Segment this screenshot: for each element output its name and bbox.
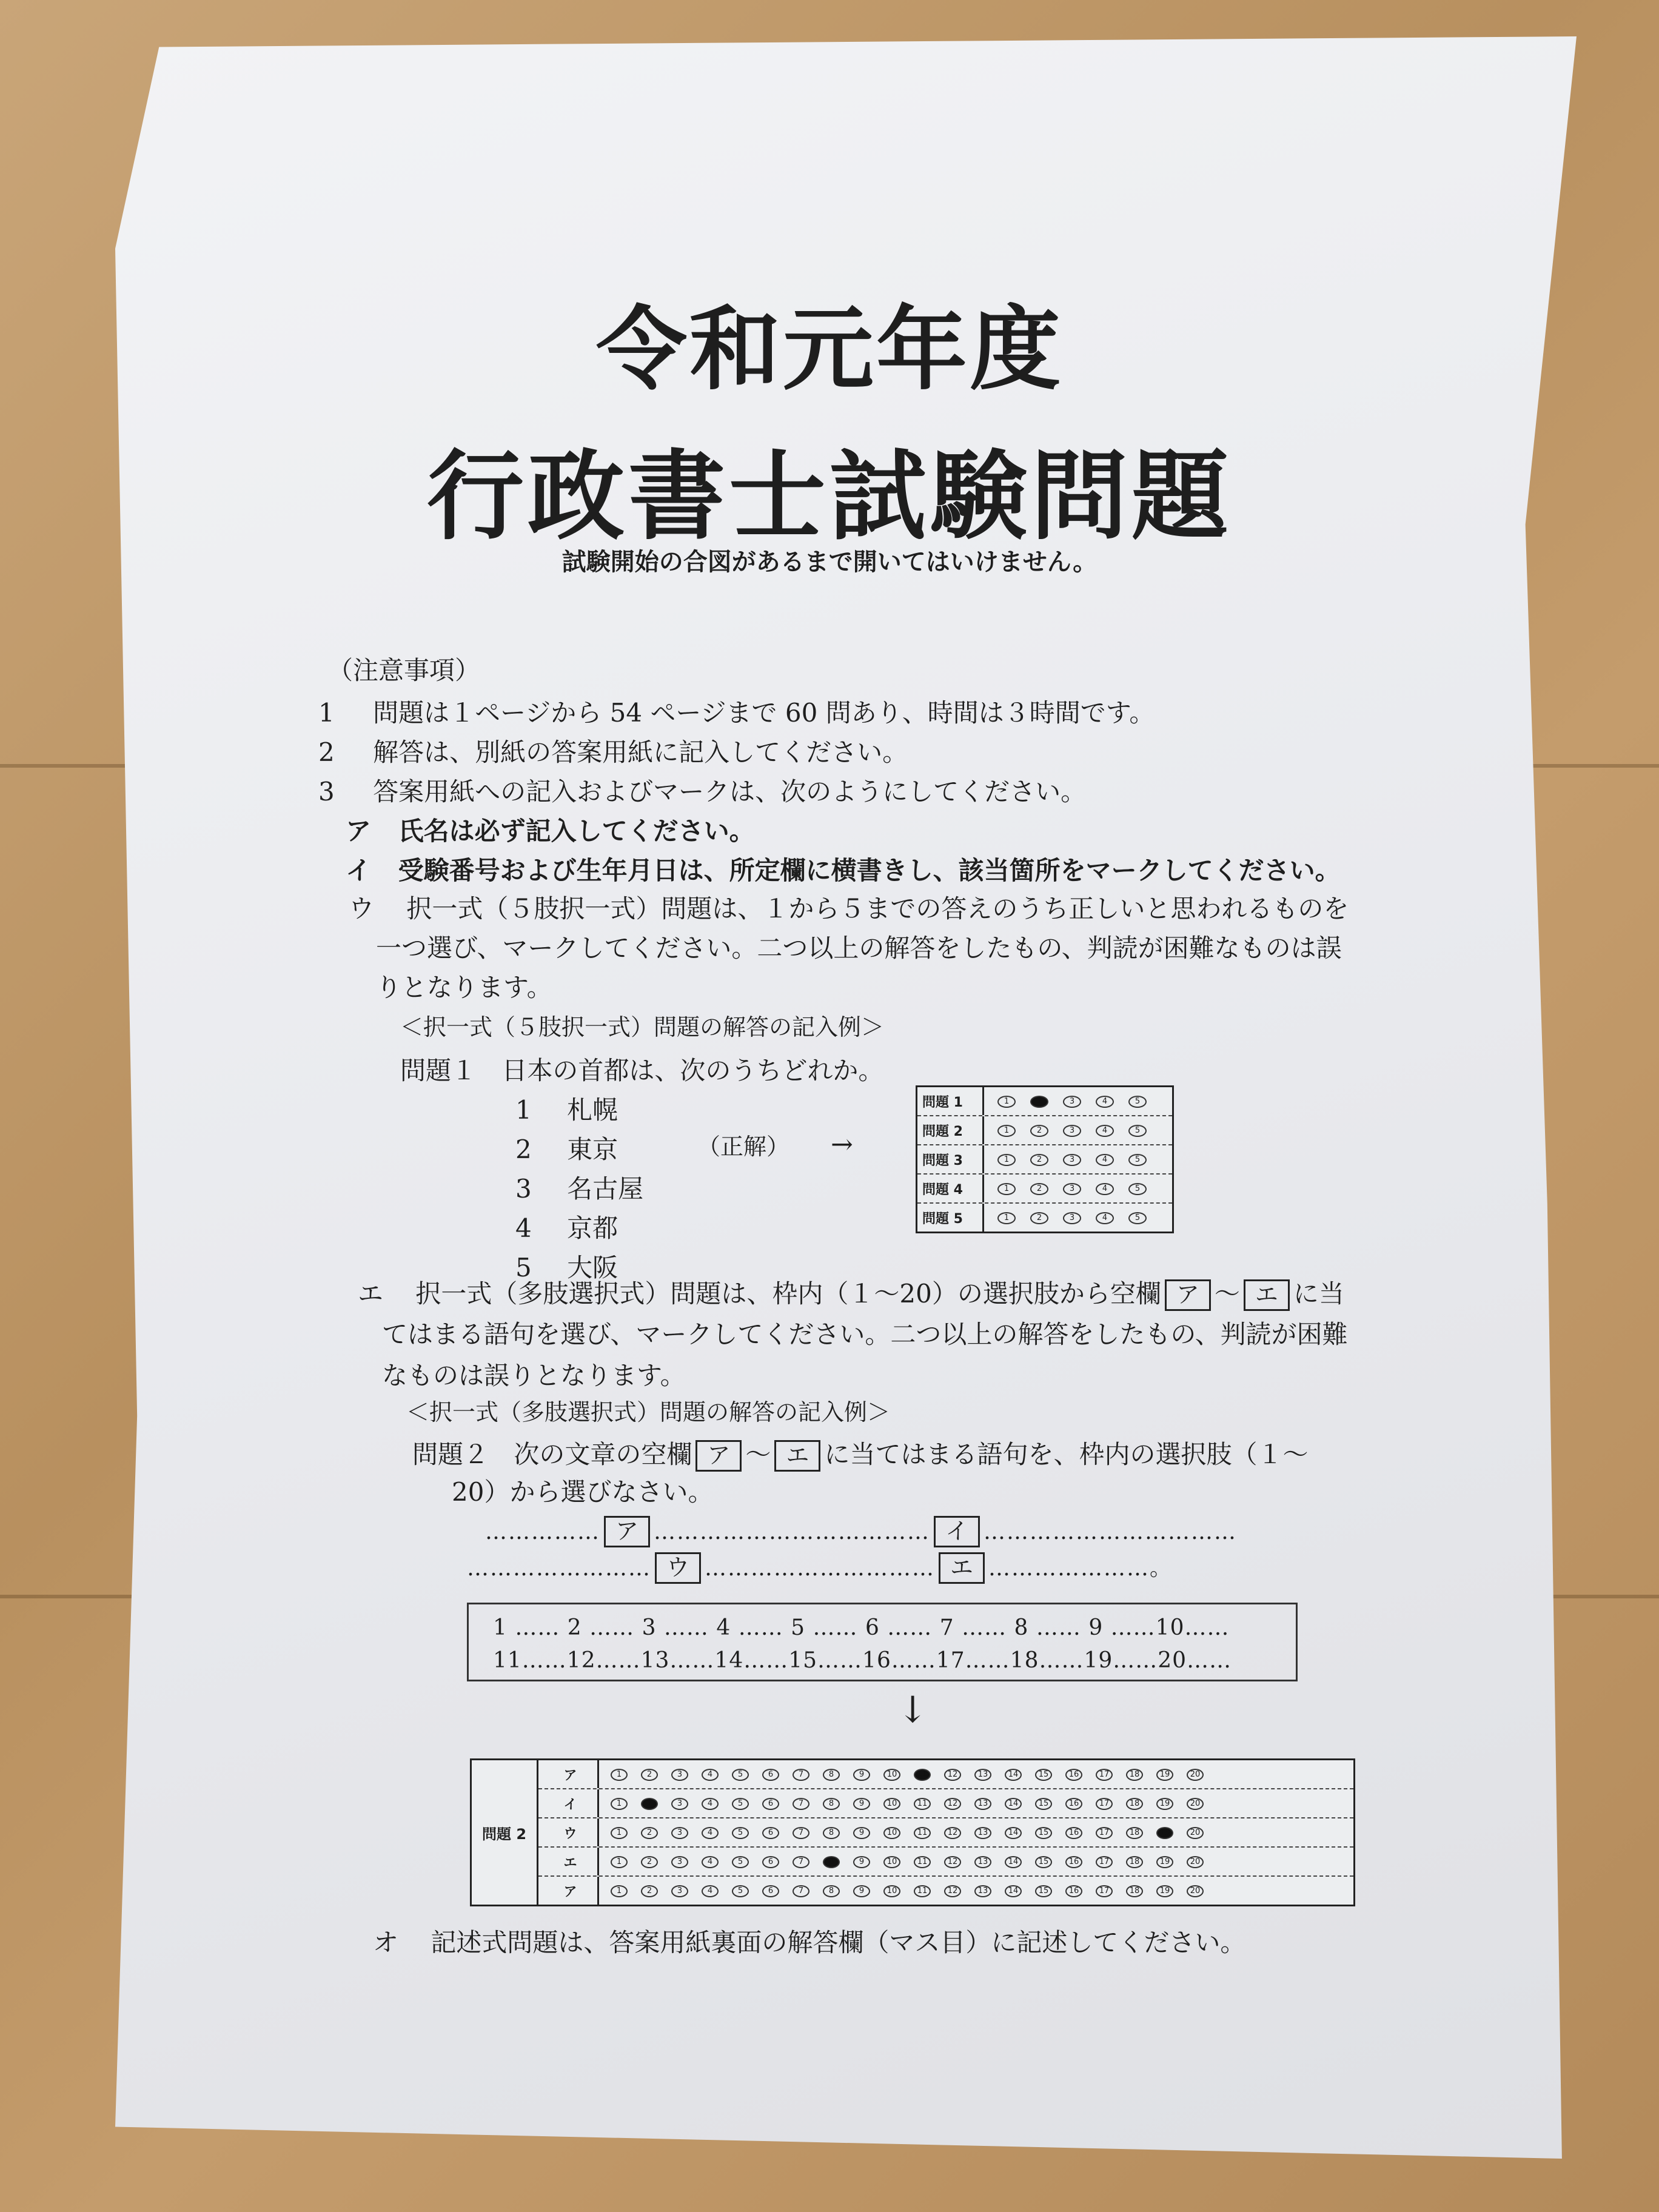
- answer-bubble: 3: [671, 1856, 688, 1868]
- answer-bubble: 4: [702, 1769, 719, 1781]
- answer-bubble: 2: [641, 1885, 658, 1897]
- answer-bubble: 6: [762, 1827, 779, 1839]
- answer-bubble: 6: [762, 1885, 779, 1897]
- choices-row-1: 1 …… 2 …… 3 …… 4 …… 5 …… 6 …… 7 …… 8 …… 9 ……10……: [493, 1615, 1230, 1640]
- mark-sheet-row-label: エ: [538, 1848, 599, 1875]
- sentence-line-2: …………………… ウ ………………………… エ …………………。: [467, 1552, 1173, 1584]
- answer-bubble: 11: [914, 1856, 931, 1868]
- answer-bubble: 18: [1126, 1769, 1143, 1781]
- answer-bubble: 5: [732, 1856, 749, 1868]
- answer-bubble: 4: [1096, 1154, 1114, 1166]
- note-item-text: 問題は１ページから 54 ページまで 60 問あり、時間は３時間です。: [373, 698, 1155, 728]
- answer-bubble: 3: [671, 1827, 688, 1839]
- answer-bubble: 14: [1005, 1769, 1022, 1781]
- answer-bubble: 20: [1187, 1827, 1204, 1839]
- note-sub-e: [358, 1279, 1344, 1311]
- mark-sheet-row: [917, 1204, 1172, 1232]
- mark-sheet-row-label: ウ: [538, 1818, 599, 1846]
- question-text: に当てはまる語句を、枠内の選択肢（１～: [824, 1439, 1309, 1469]
- option-text: 東京: [567, 1134, 618, 1164]
- answer-bubble: 14: [1005, 1856, 1022, 1868]
- answer-bubble: 15: [1035, 1885, 1052, 1897]
- blank-box: ア: [604, 1516, 650, 1547]
- answer-bubble: 4: [1096, 1125, 1114, 1137]
- note-sub-o: [373, 1930, 1245, 1956]
- question-label: 問題１: [400, 1056, 477, 1085]
- option-number: 3: [515, 1174, 532, 1204]
- answer-bubble: 15: [1035, 1827, 1052, 1839]
- answer-bubble: 20: [1187, 1769, 1204, 1781]
- answer-bubble: 1: [611, 1856, 628, 1868]
- mark-sheet-row: [917, 1116, 1172, 1145]
- mark-sheet-row-label: イ: [538, 1789, 599, 1817]
- answer-bubble: 19: [1156, 1769, 1173, 1781]
- answer-bubble: 19: [1156, 1827, 1173, 1839]
- arrow-down-icon: ↓: [897, 1689, 928, 1731]
- notes-heading: （注意事項）: [327, 655, 481, 685]
- sub-text: に当: [1293, 1279, 1344, 1309]
- note-sub-i: [346, 858, 1341, 883]
- sentence-line-1: …………… ア ……………………………… イ ……………………………: [485, 1516, 1237, 1547]
- answer-bubble: 16: [1065, 1827, 1082, 1839]
- note-sub-a: [346, 816, 755, 846]
- answer-bubble: 4: [702, 1885, 719, 1897]
- answer-bubble: 17: [1096, 1885, 1113, 1897]
- answer-bubble: 18: [1126, 1827, 1143, 1839]
- answer-bubble: 1: [611, 1769, 628, 1781]
- answer-bubble: 6: [762, 1798, 779, 1810]
- note-sub-u-line3: りとなります。: [376, 973, 552, 1002]
- option-number: 2: [515, 1134, 532, 1164]
- answer-bubble: 17: [1096, 1827, 1113, 1839]
- answer-bubble: 5: [1128, 1212, 1147, 1224]
- answer-bubble: 3: [1063, 1183, 1081, 1195]
- option-text: 名古屋: [567, 1174, 644, 1204]
- answer-bubble: 16: [1065, 1769, 1082, 1781]
- example1-option: [515, 1176, 643, 1202]
- mark-sheet-row-label: 問題 3: [917, 1145, 984, 1173]
- mark-sheet-row: [917, 1175, 1172, 1204]
- answer-bubble: 8: [823, 1856, 840, 1868]
- note-sub-u: [349, 896, 1349, 922]
- sub-mark: エ: [358, 1279, 384, 1309]
- blank-box: エ: [1244, 1279, 1290, 1311]
- note-item-1: [318, 700, 1155, 726]
- answer-bubble: 17: [1096, 1798, 1113, 1810]
- note-sub-e-line2: てはまる語句を選び、マークしてください。二つ以上の解答をしたもの、判読が困難: [382, 1319, 1348, 1349]
- sheet-question-label: 問題 2: [472, 1760, 538, 1905]
- blank-box: エ: [774, 1440, 820, 1472]
- answer-bubble: 4: [1096, 1183, 1114, 1195]
- answer-bubble: 3: [1063, 1125, 1081, 1137]
- mark-sheet-row-label: ア: [538, 1877, 599, 1905]
- answer-bubble: 6: [762, 1856, 779, 1868]
- note-item-text: 答案用紙への記入およびマークは、次のようにしてください。: [373, 777, 1087, 806]
- mark-sheet-row: [538, 1848, 1353, 1877]
- example2-question: [412, 1440, 1308, 1472]
- exam-title: 行政書士試験問題: [426, 440, 1232, 553]
- answer-bubble: 3: [1063, 1212, 1081, 1224]
- answer-bubble: 13: [974, 1856, 991, 1868]
- mark-sheet-row: [538, 1760, 1353, 1789]
- answer-bubble: 1: [997, 1096, 1016, 1108]
- answer-bubble: 8: [823, 1769, 840, 1781]
- answer-bubble: 5: [1128, 1183, 1147, 1195]
- option-text: 札幌: [567, 1095, 618, 1125]
- answer-bubble: 12: [944, 1798, 961, 1810]
- answer-bubble: 14: [1005, 1885, 1022, 1897]
- mark-sheet-row-label: 問題 4: [917, 1175, 984, 1202]
- mark-sheet-example-1: [916, 1085, 1174, 1233]
- sub-text: 受験番号および生年月日は、所定欄に横書きし、該当箇所をマークしてください。: [398, 856, 1341, 885]
- answer-bubble: 5: [1128, 1154, 1147, 1166]
- answer-bubble: 4: [702, 1856, 719, 1868]
- answer-bubble: 3: [1063, 1154, 1081, 1166]
- answer-bubble: 13: [974, 1885, 991, 1897]
- answer-bubble: 9: [853, 1769, 870, 1781]
- answer-bubble: 5: [1128, 1125, 1147, 1137]
- answer-bubble: 6: [762, 1769, 779, 1781]
- answer-bubble: 2: [641, 1769, 658, 1781]
- answer-bubble: 1: [997, 1212, 1016, 1224]
- question-label: 問題２: [412, 1439, 489, 1469]
- answer-bubble: 9: [853, 1885, 870, 1897]
- option-text: 京都: [567, 1213, 618, 1243]
- note-item-number: 2: [318, 737, 335, 767]
- answer-bubble: 17: [1096, 1769, 1113, 1781]
- example1-option: [515, 1213, 618, 1243]
- answer-bubble: 16: [1065, 1856, 1082, 1868]
- answer-bubble: 2: [641, 1827, 658, 1839]
- answer-bubble: 11: [914, 1798, 931, 1810]
- answer-bubble: 15: [1035, 1856, 1052, 1868]
- answer-bubble: 18: [1126, 1885, 1143, 1897]
- arrow-right-icon: →: [831, 1129, 853, 1160]
- start-notice: 試験開始の合図があるまで開いてはいけません。: [561, 548, 1098, 576]
- answer-bubble: 8: [823, 1827, 840, 1839]
- answer-bubble: 19: [1156, 1798, 1173, 1810]
- example1-option: [515, 1255, 618, 1281]
- answer-bubble: 5: [732, 1827, 749, 1839]
- example1-option: [515, 1134, 618, 1164]
- mark-sheet-example-2: [470, 1758, 1355, 1906]
- answer-bubble: 10: [883, 1769, 900, 1781]
- answer-bubble: 10: [883, 1885, 900, 1897]
- answer-bubble: 12: [944, 1856, 961, 1868]
- example2-caption: ＜択一式（多肢選択式）問題の解答の記入例＞: [406, 1399, 891, 1426]
- note-sub-e-line3: なものは誤りとなります。: [382, 1361, 686, 1390]
- answer-bubble: 1: [997, 1154, 1016, 1166]
- answer-bubble: 12: [944, 1885, 961, 1897]
- blank-box: ウ: [655, 1552, 701, 1584]
- answer-bubble: 2: [641, 1856, 658, 1868]
- note-item-text: 解答は、別紙の答案用紙に記入してください。: [373, 737, 908, 767]
- answer-bubble: 14: [1005, 1798, 1022, 1810]
- example2-question-line2: 20）から選びなさい。: [452, 1477, 714, 1507]
- answer-bubble: 20: [1187, 1856, 1204, 1868]
- answer-bubble: 13: [974, 1827, 991, 1839]
- sub-mark: ウ: [349, 894, 375, 923]
- answer-bubble: 7: [793, 1856, 809, 1868]
- answer-bubble: 12: [944, 1827, 961, 1839]
- tilde: ～: [745, 1439, 771, 1469]
- sub-text: 択一式（多肢選択式）問題は、枠内（１～20）の選択肢から空欄: [415, 1279, 1161, 1309]
- exam-year: 令和元年度: [595, 297, 1063, 403]
- blank-box: エ: [939, 1552, 985, 1584]
- sub-text: 記述式問題は、答案用紙裏面の解答欄（マス目）に記述してください。: [431, 1928, 1246, 1957]
- answer-bubble: 13: [974, 1798, 991, 1810]
- mark-sheet-row-label: ア: [538, 1760, 599, 1788]
- answer-bubble: 3: [671, 1798, 688, 1810]
- choices-row-2: 11……12……13……14……15……16……17……18……19……20……: [493, 1648, 1232, 1673]
- answer-bubble: 4: [1096, 1096, 1114, 1108]
- answer-bubble: 4: [1096, 1212, 1114, 1224]
- answer-bubble: 2: [1030, 1096, 1048, 1108]
- mark-sheet-row: [917, 1145, 1172, 1175]
- choices-box: [467, 1603, 1298, 1681]
- answer-bubble: 5: [732, 1769, 749, 1781]
- answer-bubble: 5: [1128, 1096, 1147, 1108]
- answer-bubble: 20: [1187, 1885, 1204, 1897]
- mark-sheet-row: [538, 1877, 1353, 1905]
- answer-bubble: 2: [1030, 1154, 1048, 1166]
- answer-bubble: 15: [1035, 1769, 1052, 1781]
- answer-bubble: 14: [1005, 1827, 1022, 1839]
- mark-sheet-row-label: 問題 2: [917, 1116, 984, 1144]
- answer-bubble: 19: [1156, 1885, 1173, 1897]
- blank-box: イ: [934, 1516, 980, 1547]
- answer-bubble: 9: [853, 1827, 870, 1839]
- answer-bubble: 7: [793, 1827, 809, 1839]
- answer-bubble: 2: [1030, 1212, 1048, 1224]
- answer-bubble: 20: [1187, 1798, 1204, 1810]
- answer-bubble: 1: [611, 1798, 628, 1810]
- example1-caption: ＜択一式（５肢択一式）問題の解答の記入例＞: [400, 1014, 885, 1041]
- answer-bubble: 16: [1065, 1885, 1082, 1897]
- answer-bubble: 1: [997, 1183, 1016, 1195]
- answer-bubble: 10: [883, 1827, 900, 1839]
- mark-sheet-row: [538, 1818, 1353, 1848]
- answer-bubble: 9: [853, 1798, 870, 1810]
- note-item-2: [318, 737, 908, 767]
- answer-bubble: 2: [1030, 1125, 1048, 1137]
- example1-question: [400, 1058, 883, 1084]
- mark-sheet-row: [917, 1087, 1172, 1116]
- answer-bubble: 11: [914, 1885, 931, 1897]
- answer-bubble: 18: [1126, 1798, 1143, 1810]
- answer-bubble: 2: [1030, 1183, 1048, 1195]
- answer-bubble: 10: [883, 1856, 900, 1868]
- sub-mark: ア: [346, 816, 372, 846]
- sub-text: 択一式（５肢択一式）問題は、１から５までの答えのうち正しいと思われるものを: [406, 894, 1349, 923]
- answer-bubble: 16: [1065, 1798, 1082, 1810]
- answer-bubble: 3: [671, 1885, 688, 1897]
- answer-bubble: 1: [611, 1827, 628, 1839]
- note-item-3: [318, 779, 1086, 805]
- answer-bubble: 4: [702, 1798, 719, 1810]
- sub-mark: イ: [346, 856, 372, 885]
- answer-bubble: 7: [793, 1798, 809, 1810]
- answer-bubble: 10: [883, 1798, 900, 1810]
- answer-bubble: 3: [1063, 1096, 1081, 1108]
- answer-bubble: 8: [823, 1798, 840, 1810]
- answer-bubble: 17: [1096, 1856, 1113, 1868]
- answer-bubble: 4: [702, 1827, 719, 1839]
- answer-bubble: 18: [1126, 1856, 1143, 1868]
- example1-option: [515, 1095, 618, 1125]
- mark-sheet-row: [538, 1789, 1353, 1818]
- answer-bubble: 9: [853, 1856, 870, 1868]
- note-item-number: 1: [318, 698, 335, 728]
- mark-sheet-row-label: 問題 1: [917, 1087, 984, 1115]
- option-number: 4: [515, 1213, 532, 1243]
- answer-bubble: 13: [974, 1769, 991, 1781]
- answer-bubble: 2: [641, 1798, 658, 1810]
- mark-sheet-row-label: 問題 5: [917, 1204, 984, 1232]
- answer-bubble: 7: [793, 1769, 809, 1781]
- answer-bubble: 12: [944, 1769, 961, 1781]
- sub-text: 氏名は必ず記入してください。: [398, 816, 755, 846]
- answer-bubble: 5: [732, 1798, 749, 1810]
- answer-bubble: 11: [914, 1827, 931, 1839]
- blank-box: ア: [695, 1440, 742, 1472]
- option-text: 大阪: [567, 1253, 618, 1282]
- answer-bubble: 5: [732, 1885, 749, 1897]
- answer-bubble: 1: [997, 1125, 1016, 1137]
- option-number: 1: [515, 1095, 532, 1125]
- correct-answer-label: （正解）: [697, 1133, 790, 1160]
- question-text: 次の文章の空欄: [514, 1439, 692, 1469]
- option-number: 5: [515, 1253, 532, 1282]
- blank-box: ア: [1165, 1279, 1211, 1311]
- question-text: 日本の首都は、次のうちどれか。: [501, 1056, 884, 1085]
- answer-bubble: 15: [1035, 1798, 1052, 1810]
- sub-mark: オ: [373, 1928, 399, 1957]
- answer-bubble: 11: [914, 1769, 931, 1781]
- answer-bubble: 1: [611, 1885, 628, 1897]
- note-sub-u-line2: 一つ選び、マークしてください。二つ以上の解答をしたもの、判読が困難なものは誤: [376, 933, 1342, 963]
- answer-bubble: 3: [671, 1769, 688, 1781]
- answer-bubble: 19: [1156, 1856, 1173, 1868]
- note-item-number: 3: [318, 777, 335, 806]
- tilde: ～: [1214, 1279, 1240, 1309]
- answer-bubble: 7: [793, 1885, 809, 1897]
- answer-bubble: 8: [823, 1885, 840, 1897]
